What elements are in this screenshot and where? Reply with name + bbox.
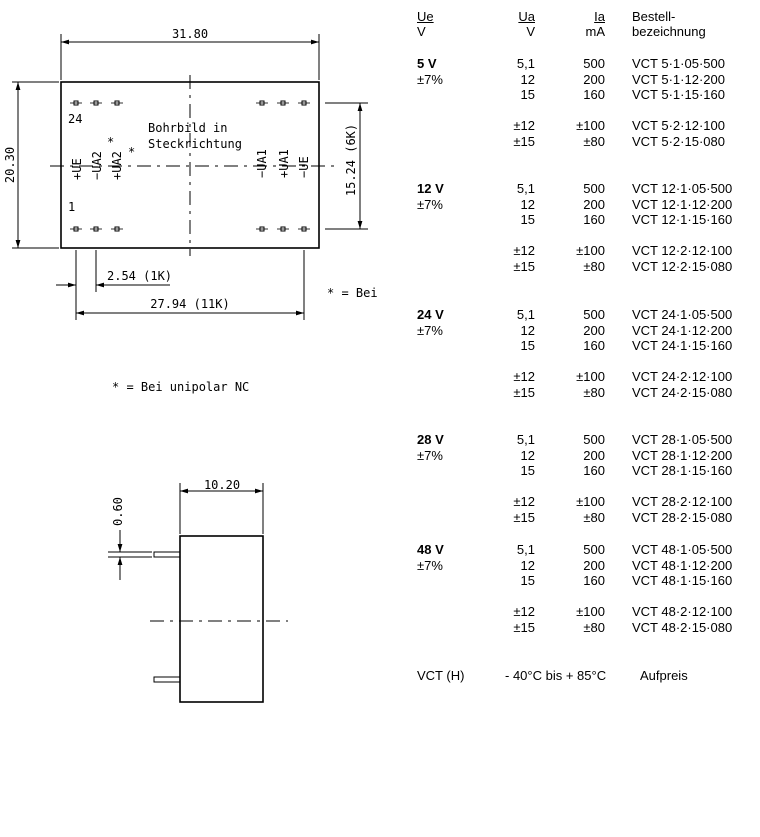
cell-ia: 200: [583, 72, 605, 87]
cell-ia: 500: [583, 56, 605, 71]
cell-order-code: VCT 24·2·12·100: [632, 369, 733, 384]
header-ue: Ue: [417, 9, 434, 24]
cell-ua: 5,1: [516, 56, 535, 71]
cell-ua: 5,1: [516, 432, 535, 447]
pin-label-ue-minus: −UE: [297, 156, 311, 178]
cell-order-code: VCT 12·2·12·100: [632, 243, 733, 258]
pin-label-ua2-minus: −UA2: [90, 151, 104, 180]
cell-ia: 160: [583, 573, 605, 588]
cell-ua: 15: [520, 573, 535, 588]
width-dimension: 31.80: [171, 27, 209, 41]
pin-dia-dimension: 0.60: [111, 497, 125, 526]
cell-order-code: VCT 12·2·15·080: [632, 259, 733, 274]
header-ue-unit: V: [417, 24, 426, 39]
group-voltage: 12 V: [417, 181, 444, 196]
side-pin-bottom: [154, 677, 180, 682]
pin-label-ua1-minus: −UA1: [255, 149, 269, 178]
cell-order-code: VCT 5·2·15·080: [632, 134, 725, 149]
cell-ia: 200: [583, 558, 605, 573]
cell-ia: 200: [583, 323, 605, 338]
cell-ia: 500: [583, 181, 605, 196]
cell-ua: 12: [520, 558, 535, 573]
cell-ia: 160: [583, 463, 605, 478]
cell-ia: 500: [583, 542, 605, 557]
cell-ua: ±12: [513, 369, 535, 384]
cell-order-code: VCT 24·1·15·160: [632, 338, 733, 353]
cell-ia: ±100: [576, 369, 605, 384]
footer-model: VCT (H): [417, 668, 465, 683]
cell-order-code: VCT 28·2·12·100: [632, 494, 733, 509]
cell-order-code: VCT 5·1·05·500: [632, 56, 725, 71]
cell-order-code: VCT 28·1·12·200: [632, 448, 733, 463]
header-ua: Ua: [518, 9, 535, 24]
star-mark-2: *: [128, 145, 136, 159]
cell-ia: 200: [583, 448, 605, 463]
cell-order-code: VCT 28·1·15·160: [632, 463, 733, 478]
cell-order-code: VCT 5·1·15·160: [632, 87, 725, 102]
cell-ua: ±15: [513, 134, 535, 149]
cell-ua: ±15: [513, 385, 535, 400]
cell-ua: ±12: [513, 494, 535, 509]
cell-ua: 5,1: [516, 542, 535, 557]
group-tolerance: ±7%: [417, 558, 443, 573]
header-order-2: bezeichnung: [632, 24, 706, 39]
bohrbild-label-2: Steckrichtung: [148, 137, 242, 151]
cell-ua: ±12: [513, 243, 535, 258]
cell-order-code: VCT 48·2·12·100: [632, 604, 733, 619]
header-ia: Ia: [594, 9, 605, 24]
footer-extra: Aufpreis: [640, 668, 688, 683]
pin-spacing-dimension: 15.24 (6K): [344, 123, 358, 197]
cell-ua: 5,1: [516, 307, 535, 322]
cell-ua: 15: [520, 463, 535, 478]
cell-ua: ±15: [513, 620, 535, 635]
group-tolerance: ±7%: [417, 72, 443, 87]
cell-ia: 500: [583, 307, 605, 322]
cell-ua: 15: [520, 212, 535, 227]
cell-ua: 12: [520, 448, 535, 463]
side-pin-top: [154, 552, 180, 557]
group-tolerance: ±7%: [417, 448, 443, 463]
module-outline-side-view: [180, 536, 263, 702]
cell-ia: ±80: [583, 385, 605, 400]
cell-ua: ±12: [513, 604, 535, 619]
group-tolerance: ±7%: [417, 323, 443, 338]
pin-label-ua2-plus: +UA2: [110, 151, 124, 180]
cell-order-code: VCT 28·2·15·080: [632, 510, 733, 525]
row-length-dimension: 27.94 (11K): [150, 297, 230, 311]
cell-order-code: VCT 12·1·12·200: [632, 197, 733, 212]
cell-ia: ±80: [583, 259, 605, 274]
group-voltage: 48 V: [417, 542, 444, 557]
footer-temp: - 40°C bis + 85°C: [505, 668, 607, 683]
cell-order-code: VCT 24·1·05·500: [632, 307, 733, 322]
cell-ua: 15: [520, 338, 535, 353]
cell-order-code: VCT 12·1·15·160: [632, 212, 733, 227]
cell-ua: 15: [520, 87, 535, 102]
cell-order-code: VCT 48·2·15·080: [632, 620, 733, 635]
height-dimension: 20.30: [3, 146, 17, 184]
cell-order-code: VCT 24·2·15·080: [632, 385, 733, 400]
bei-note-short: * = Bei: [327, 286, 378, 300]
cell-ia: ±100: [576, 494, 605, 509]
cell-ua: ±15: [513, 510, 535, 525]
cell-ua: 12: [520, 72, 535, 87]
cell-ua: 12: [520, 197, 535, 212]
cell-ia: ±80: [583, 620, 605, 635]
header-ua-unit: V: [526, 24, 535, 39]
cell-ua: ±12: [513, 118, 535, 133]
group-voltage: 28 V: [417, 432, 444, 447]
cell-order-code: VCT 28·1·05·500: [632, 432, 733, 447]
cell-order-code: VCT 48·1·05·500: [632, 542, 733, 557]
cell-ia: 200: [583, 197, 605, 212]
pitch-dimension: 2.54 (1K): [107, 269, 173, 283]
cell-order-code: VCT 5·2·12·100: [632, 118, 725, 133]
cell-ua: 12: [520, 323, 535, 338]
cell-ia: 160: [583, 212, 605, 227]
cell-ia: ±80: [583, 510, 605, 525]
star-mark-1: *: [107, 135, 115, 149]
cell-ia: 160: [583, 87, 605, 102]
pin-1-label: 1: [68, 200, 76, 214]
cell-order-code: VCT 12·1·05·500: [632, 181, 733, 196]
pin-label-ue-plus: +UE: [70, 158, 84, 180]
group-voltage: 5 V: [417, 56, 437, 71]
cell-ia: 500: [583, 432, 605, 447]
cell-ua: ±15: [513, 259, 535, 274]
cell-order-code: VCT 24·1·12·200: [632, 323, 733, 338]
cell-ua: 5,1: [516, 181, 535, 196]
cell-order-code: VCT 5·1·12·200: [632, 72, 725, 87]
cell-ia: ±100: [576, 118, 605, 133]
cell-ia: 160: [583, 338, 605, 353]
cell-ia: ±80: [583, 134, 605, 149]
cell-ia: ±100: [576, 243, 605, 258]
header-order-1: Bestell-: [632, 9, 676, 24]
cell-order-code: VCT 48·1·12·200: [632, 558, 733, 573]
pin-label-ua1-plus: +UA1: [277, 149, 291, 178]
pin-24-label: 24: [68, 112, 83, 126]
group-tolerance: ±7%: [417, 197, 443, 212]
cell-order-code: VCT 48·1·15·160: [632, 573, 733, 588]
cell-ia: ±100: [576, 604, 605, 619]
group-voltage: 24 V: [417, 307, 444, 322]
header-ia-unit: mA: [585, 24, 605, 39]
bohrbild-label-1: Bohrbild in: [148, 121, 228, 135]
thickness-dimension: 10.20: [203, 478, 241, 492]
bei-note-long: * = Bei unipolar NC: [112, 380, 250, 394]
